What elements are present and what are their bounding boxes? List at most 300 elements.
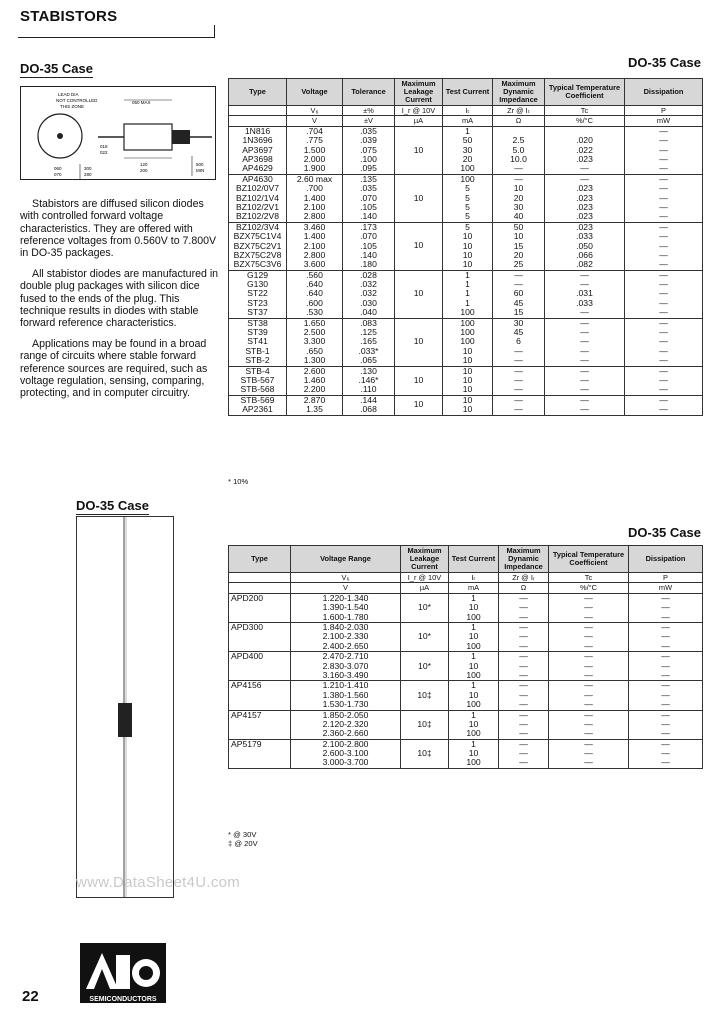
- svg-text:LEAD DIA: LEAD DIA: [58, 92, 79, 97]
- t1-impedance-value: 30: [513, 317, 524, 328]
- t2-voltage-range-value: 1.840-2.030: [322, 621, 369, 632]
- t2-voltage-range-value: 1.530-1.730: [322, 699, 369, 710]
- t2-dissipation-value: —: [661, 651, 670, 662]
- t1-test-current-value: 100: [460, 173, 475, 184]
- t2-temp-coeff: [549, 739, 629, 768]
- t1-tolerance-value: .173: [360, 221, 377, 232]
- t2-test-current-value: 1: [471, 709, 476, 720]
- t2-temp-coeff-value: —: [584, 738, 593, 749]
- t1-dissipation-value: —: [659, 307, 668, 318]
- t2-dissipation-value: —: [661, 669, 670, 680]
- t1-type-value: ST23: [247, 297, 268, 308]
- t1-voltage-value: .530: [306, 307, 323, 318]
- table1-unit-row-1: V₆ ±% I_r @ 10V Iₜ Zr @ Iₜ Tc P: [229, 106, 703, 116]
- t1-impedance-value: —: [514, 365, 523, 376]
- band-marker: [172, 130, 190, 144]
- t1-dissipation-value: —: [659, 404, 668, 415]
- t1-test-current-value: 1: [465, 125, 470, 136]
- t1-temp-coeff-value: —: [580, 355, 589, 366]
- t1-type-value: 1N816: [244, 125, 271, 136]
- t1-voltage-value: 1.650: [303, 317, 326, 328]
- t2-dissipation-value: —: [661, 611, 670, 622]
- t1-test-current: [443, 126, 493, 174]
- t1-type-value: ST38: [247, 317, 268, 328]
- t1-type: [229, 126, 287, 174]
- t1-temp-coeff-value: —: [580, 269, 589, 280]
- t1-tolerance-value: .135: [360, 173, 377, 184]
- t2-dissipation: [629, 681, 703, 710]
- bottom-right-case-title: DO-35 Case: [628, 525, 701, 540]
- t1-test-current-value: 30: [462, 144, 473, 155]
- apd-spec-table: [228, 545, 703, 769]
- t1-voltage-value: .700: [306, 183, 323, 194]
- t1-test-current-value: 100: [460, 163, 475, 174]
- t1-test-current-value: 10: [462, 384, 473, 395]
- t2-test-current-value: 1: [471, 738, 476, 749]
- t2-test-current-value: 10: [468, 748, 479, 759]
- page-header: STABISTORS: [20, 8, 118, 25]
- t2-temp-coeff-value: —: [584, 748, 593, 759]
- table2-unit-row-1: V₆ I_r @ 10V Iₜ Zr @ Iᵣ Tc P: [229, 573, 703, 583]
- t1-impedance: [493, 366, 545, 395]
- t2-temp-coeff-value: —: [584, 631, 593, 642]
- t2-impedance: [499, 681, 549, 710]
- table2-group-row: [229, 710, 703, 739]
- t1-impedance-value: 45: [513, 327, 524, 338]
- bottom-left-case-title: DO-35 Case: [76, 498, 149, 513]
- t2-dissipation: [629, 652, 703, 681]
- t1-impedance-value: 50: [513, 221, 524, 232]
- t1-type-value: AP2361: [242, 404, 273, 415]
- t1-temp-coeff-value: —: [580, 336, 589, 347]
- company-logo: [80, 943, 166, 1003]
- t2-type: APD300: [229, 622, 291, 651]
- t1-type-value: STB-1: [245, 345, 270, 356]
- t1-test-current: [443, 318, 493, 366]
- table1-unit-row-2: V ±V µA mA Ω %/°C mW: [229, 116, 703, 126]
- t1-voltage-value: .600: [306, 297, 323, 308]
- t2-test-current-value: 100: [466, 640, 481, 651]
- t1-leakage: 10: [395, 174, 443, 222]
- t1-voltage-value: 3.460: [303, 221, 326, 232]
- t1-impedance-value: —: [514, 173, 523, 184]
- t1-tolerance: [343, 395, 395, 415]
- t1-test-current-value: 10: [462, 394, 473, 405]
- t1-temp-coeff-value: —: [580, 345, 589, 356]
- t1-impedance-value: —: [514, 384, 523, 395]
- t2-impedance-value: —: [519, 592, 528, 603]
- t1-voltage-value: 2.000: [303, 153, 326, 164]
- t1-temp-coeff-value: .066: [576, 249, 593, 260]
- t2-test-current-value: 10: [468, 718, 479, 729]
- t1-test-current-value: 10: [462, 249, 473, 260]
- t1-impedance-value: 6: [516, 336, 521, 347]
- t2-impedance-value: —: [519, 669, 528, 680]
- t2-voltage-range-value: 2.470-2.710: [322, 651, 369, 662]
- t1-voltage-value: 1.35: [306, 404, 323, 415]
- table1-group-row: [229, 222, 703, 270]
- t1-type-value: G129: [246, 269, 269, 280]
- t1-test-current-value: 5: [465, 183, 470, 194]
- t1-tolerance-value: .040: [360, 307, 377, 318]
- t1-temp-coeff-value: .023: [576, 211, 593, 222]
- t1-dissipation-value: —: [659, 355, 668, 366]
- t1-dissipation-value: —: [659, 336, 668, 347]
- t1-impedance-value: 2.5: [512, 135, 525, 146]
- t1-voltage: [287, 395, 343, 415]
- t2-temp-coeff-value: —: [584, 680, 593, 691]
- t2-temp-coeff-value: —: [584, 699, 593, 710]
- table1-group-row: [229, 395, 703, 415]
- t1-impedance-value: 25: [513, 259, 524, 270]
- t1-voltage-value: 2.600: [303, 365, 326, 376]
- t1-temp-coeff: [545, 318, 625, 366]
- t2-temp-coeff: [549, 593, 629, 622]
- t2-test-current-value: 1: [471, 592, 476, 603]
- t1-test-current-value: 10: [462, 240, 473, 251]
- t1-impedance-value: —: [514, 163, 523, 174]
- t1-impedance: [493, 222, 545, 270]
- t1-test-current-value: 5: [465, 211, 470, 222]
- t1-impedance-value: —: [514, 269, 523, 280]
- t1-dissipation: [625, 270, 703, 318]
- t1-impedance-value: 10: [513, 231, 524, 242]
- intro-paragraph-3: Applications may be found in a broad range of circuits where stable forward reference sources are required, such as voltage regulation, sensing, comparing, protecting, and in computer circuitry.: [20, 338, 208, 400]
- t2-voltage-range: [291, 681, 401, 710]
- t2-voltage-range-value: 2.100-2.800: [322, 738, 369, 749]
- t2-test-current-value: 1: [471, 680, 476, 691]
- t1-test-current-value: 10: [462, 345, 473, 356]
- t1-dissipation: [625, 395, 703, 415]
- t1-type-value: AP4630: [242, 173, 273, 184]
- t1-tolerance-value: .165: [360, 336, 377, 347]
- t1-tolerance-value: .100: [360, 153, 377, 164]
- t1-col-test-current: Test Current: [443, 79, 493, 106]
- table1-group-row: [229, 366, 703, 395]
- t2-temp-coeff-value: —: [584, 651, 593, 662]
- t2-impedance-value: —: [519, 718, 528, 729]
- t2-temp-coeff-value: —: [584, 709, 593, 720]
- table2-group-row: [229, 593, 703, 622]
- t1-tolerance-value: .083: [360, 317, 377, 328]
- svg-text:018: 018: [100, 144, 108, 149]
- t1-type-value: BZ102/3V4: [236, 221, 279, 232]
- t1-type-value: BZ102/2V1: [236, 201, 279, 212]
- t1-temp-coeff-value: —: [580, 404, 589, 415]
- t2-temp-coeff-value: —: [584, 718, 593, 729]
- t1-type: [229, 270, 287, 318]
- t2-voltage-range-value: 1.220-1.340: [322, 592, 369, 603]
- t1-impedance-value: 10: [513, 183, 524, 194]
- t1-tolerance: [343, 270, 395, 318]
- t1-test-current-value: 10: [462, 231, 473, 242]
- svg-text:200: 200: [140, 168, 148, 173]
- svg-text:MIN: MIN: [196, 168, 205, 173]
- t1-temp-coeff-value: —: [580, 163, 589, 174]
- t1-tolerance: [343, 366, 395, 395]
- t2-impedance: [499, 652, 549, 681]
- t1-temp-coeff-value: .031: [576, 288, 593, 299]
- t1-tolerance-value: .105: [360, 201, 377, 212]
- t1-voltage-value: 2.800: [303, 249, 326, 260]
- t1-test-current: [443, 395, 493, 415]
- t2-dissipation-value: —: [661, 738, 670, 749]
- t1-voltage-value: 2.100: [303, 240, 326, 251]
- t2-temp-coeff-value: —: [584, 669, 593, 680]
- t1-test-current-value: 10: [462, 374, 473, 385]
- t1-type-value: STB-2: [245, 355, 270, 366]
- t1-test-current-value: 20: [462, 153, 473, 164]
- t1-voltage-value: .560: [306, 269, 323, 280]
- t1-temp-coeff-value: .082: [576, 259, 593, 270]
- t2-impedance: [499, 710, 549, 739]
- t1-dissipation-value: —: [659, 327, 668, 338]
- t1-dissipation: [625, 174, 703, 222]
- t1-test-current-value: 1: [465, 269, 470, 280]
- table1-group-row: [229, 318, 703, 366]
- t1-type-value: ST39: [247, 327, 268, 338]
- t1-voltage-value: 2.100: [303, 201, 326, 212]
- t2-col-impedance: Maximum Dynamic Impedance: [499, 546, 549, 573]
- t1-dissipation-value: —: [659, 231, 668, 242]
- t1-tolerance-value: .144: [360, 394, 377, 405]
- t1-col-impedance: Maximum Dynamic Impedance: [493, 79, 545, 106]
- t1-tolerance-value: .028: [360, 269, 377, 280]
- svg-text:120: 120: [140, 162, 148, 167]
- t1-impedance-value: —: [514, 345, 523, 356]
- t2-voltage-range: [291, 710, 401, 739]
- t1-voltage: [287, 174, 343, 222]
- t1-dissipation-value: —: [659, 135, 668, 146]
- t1-type-value: STB-4: [245, 365, 270, 376]
- t1-test-current-value: 1: [465, 297, 470, 308]
- t2-test-current-value: 100: [466, 757, 481, 768]
- t1-impedance-value: —: [514, 394, 523, 405]
- t1-impedance-value: 60: [513, 288, 524, 299]
- t2-temp-coeff-value: —: [584, 640, 593, 651]
- t1-tolerance-value: .075: [360, 144, 377, 155]
- t1-dissipation-value: —: [659, 192, 668, 203]
- t1-impedance: [493, 126, 545, 174]
- t2-leakage: 10*: [401, 593, 449, 622]
- t1-dissipation-value: —: [659, 297, 668, 308]
- t1-leakage: 10: [395, 126, 443, 174]
- t1-dissipation-value: —: [659, 125, 668, 136]
- t2-impedance-value: —: [519, 738, 528, 749]
- t1-voltage-value: .775: [306, 135, 323, 146]
- t1-voltage: [287, 222, 343, 270]
- t1-temp-coeff-value: .033: [576, 231, 593, 242]
- t1-dissipation-value: —: [659, 183, 668, 194]
- t2-col-voltage-range: Voltage Range: [291, 546, 401, 573]
- t2-test-current: [449, 681, 499, 710]
- t1-impedance-value: 20: [513, 192, 524, 203]
- t2-type: AP4157: [229, 710, 291, 739]
- t1-tolerance-value: .105: [360, 240, 377, 251]
- t2-impedance-value: —: [519, 660, 528, 671]
- t1-leakage: 10: [395, 222, 443, 270]
- t1-impedance-value: 20: [513, 249, 524, 260]
- t2-impedance-value: —: [519, 699, 528, 710]
- t2-test-current-value: 100: [466, 669, 481, 680]
- t1-type-value: BZ102/0V7: [236, 183, 279, 194]
- t1-tolerance-value: .035: [360, 183, 377, 194]
- t1-impedance-value: 10.0: [510, 153, 527, 164]
- t2-dissipation: [629, 739, 703, 768]
- svg-text:300: 300: [84, 166, 92, 171]
- t1-tolerance-value: .070: [360, 231, 377, 242]
- t1-impedance: [493, 270, 545, 318]
- t1-test-current-value: 5: [465, 201, 470, 212]
- t2-temp-coeff-value: —: [584, 689, 593, 700]
- t1-voltage: [287, 126, 343, 174]
- t1-type-value: ST22: [247, 288, 268, 299]
- t1-voltage-value: .704: [306, 125, 323, 136]
- t2-dissipation-value: —: [661, 748, 670, 759]
- t2-impedance-value: —: [519, 631, 528, 642]
- t2-test-current-value: 1: [471, 621, 476, 632]
- t1-impedance-value: —: [514, 404, 523, 415]
- t2-col-type: Type: [229, 546, 291, 573]
- table1-footnote: * 10%: [228, 477, 249, 486]
- left-case-title: DO-35 Case: [20, 61, 93, 76]
- watermark: www.DataSheet4U.com: [76, 874, 241, 891]
- package-diagram: [20, 86, 216, 180]
- t2-test-current-value: 100: [466, 728, 481, 739]
- t1-temp-coeff-value: —: [580, 279, 589, 290]
- t1-dissipation-value: —: [659, 201, 668, 212]
- table1-group-row: [229, 270, 703, 318]
- t1-impedance-value: —: [514, 374, 523, 385]
- svg-text:THIS ZONE: THIS ZONE: [60, 104, 85, 109]
- t2-type: APD200: [229, 593, 291, 622]
- t1-voltage-value: 2.870: [303, 394, 326, 405]
- t1-col-temp-coeff: Typical Temperature Coefficient: [545, 79, 625, 106]
- t2-leakage: 10‡: [401, 710, 449, 739]
- t2-impedance-value: —: [519, 602, 528, 613]
- t2-leakage: 10‡: [401, 739, 449, 768]
- t1-temp-coeff: [545, 366, 625, 395]
- table2-group-row: [229, 652, 703, 681]
- t1-temp-coeff-value: .023: [576, 192, 593, 203]
- t1-dissipation: [625, 318, 703, 366]
- t1-tolerance-value: .125: [360, 327, 377, 338]
- t2-dissipation-value: —: [661, 699, 670, 710]
- t1-type-value: STB-568: [240, 384, 275, 395]
- t1-impedance-value: 15: [513, 307, 524, 318]
- t1-dissipation-value: —: [659, 279, 668, 290]
- t1-test-current-value: 10: [462, 355, 473, 366]
- t1-test-current: [443, 366, 493, 395]
- t2-voltage-range-value: 1.850-2.050: [322, 709, 369, 720]
- t1-type-value: ST41: [247, 336, 268, 347]
- table2-footnotes: [228, 831, 258, 848]
- t1-tolerance-value: .070: [360, 192, 377, 203]
- t1-temp-coeff-value: —: [580, 317, 589, 328]
- svg-text:500: 500: [196, 162, 204, 167]
- t1-tolerance-value: .033*: [358, 345, 379, 356]
- t1-impedance-value: 15: [513, 240, 524, 251]
- t1-dissipation-value: —: [659, 365, 668, 376]
- t1-tolerance-value: .065: [360, 355, 377, 366]
- t2-dissipation-value: —: [661, 709, 670, 720]
- t1-type: [229, 222, 287, 270]
- t1-impedance: [493, 318, 545, 366]
- t1-dissipation: [625, 366, 703, 395]
- t1-dissipation-value: —: [659, 163, 668, 174]
- t1-voltage: [287, 270, 343, 318]
- intro-paragraph-1: Stabistors are diffused silicon diodes with controlled forward voltage characteristics. They are offered with reference voltages from 0.560V to 7.800V in DO-35 packages.: [20, 198, 217, 260]
- t2-test-current-value: 100: [466, 611, 481, 622]
- t2-temp-coeff-value: —: [584, 592, 593, 603]
- t2-impedance-value: —: [519, 689, 528, 700]
- t1-type: [229, 174, 287, 222]
- table1-header-row: [229, 79, 703, 106]
- t1-tolerance-value: .068: [360, 404, 377, 415]
- t2-voltage-range-value: 2.120-2.320: [322, 718, 369, 729]
- t2-leakage: 10*: [401, 622, 449, 651]
- t2-temp-coeff-value: —: [584, 728, 593, 739]
- t2-voltage-range-value: 2.600-3.100: [322, 748, 369, 759]
- t2-leakage: 10‡: [401, 681, 449, 710]
- t1-temp-coeff-value: —: [580, 394, 589, 405]
- t1-voltage-value: 1.400: [303, 192, 326, 203]
- t1-type-value: G130: [246, 279, 269, 290]
- t1-tolerance-value: .035: [360, 125, 377, 136]
- svg-text:NOT CONTROLLED: NOT CONTROLLED: [56, 98, 98, 103]
- t2-test-current: [449, 739, 499, 768]
- t1-test-current: [443, 270, 493, 318]
- t1-tolerance: [343, 222, 395, 270]
- t1-col-type: Type: [229, 79, 287, 106]
- t1-dissipation-value: —: [659, 173, 668, 184]
- t2-type: APD400: [229, 652, 291, 681]
- t1-temp-coeff: [545, 174, 625, 222]
- t2-voltage-range-value: 3.160-3.490: [322, 669, 369, 680]
- t1-test-current-value: 1: [465, 288, 470, 299]
- t1-impedance: [493, 395, 545, 415]
- t1-test-current-value: 100: [460, 327, 475, 338]
- t1-test-current: [443, 174, 493, 222]
- t2-dissipation-value: —: [661, 631, 670, 642]
- t1-tolerance-value: .140: [360, 211, 377, 222]
- t1-dissipation: [625, 126, 703, 174]
- t2-type: AP5179: [229, 739, 291, 768]
- t2-voltage-range-value: 2.830-3.070: [322, 660, 369, 671]
- logo-text: SEMICONDUCTORS: [89, 996, 157, 1003]
- diode-body: [118, 703, 132, 737]
- t1-test-current-value: 100: [460, 336, 475, 347]
- t2-test-current-value: 10: [468, 602, 479, 613]
- t2-temp-coeff-value: —: [584, 660, 593, 671]
- t1-voltage-value: .650: [306, 345, 323, 356]
- t1-leakage: 10: [395, 270, 443, 318]
- t2-test-current-value: 100: [466, 699, 481, 710]
- t1-temp-coeff: [545, 126, 625, 174]
- intro-paragraph-2: All stabistor diodes are manufactured in double plug packages with silicon dice fused to the ends of the plug. This technique results in diodes with stable forward reference characteristics.: [20, 268, 219, 330]
- t1-type-value: BZX75C2V1: [233, 240, 282, 251]
- t1-impedance: [493, 174, 545, 222]
- table1-group-row: [229, 126, 703, 174]
- t2-test-current: [449, 710, 499, 739]
- t1-tolerance-value: .039: [360, 135, 377, 146]
- t2-dissipation: [629, 710, 703, 739]
- t1-impedance-value: 45: [513, 297, 524, 308]
- t2-temp-coeff-value: —: [584, 757, 593, 768]
- svg-text:050 MAX: 050 MAX: [132, 100, 151, 105]
- t1-temp-coeff-value: .023: [576, 201, 593, 212]
- t1-voltage-value: .640: [306, 279, 323, 290]
